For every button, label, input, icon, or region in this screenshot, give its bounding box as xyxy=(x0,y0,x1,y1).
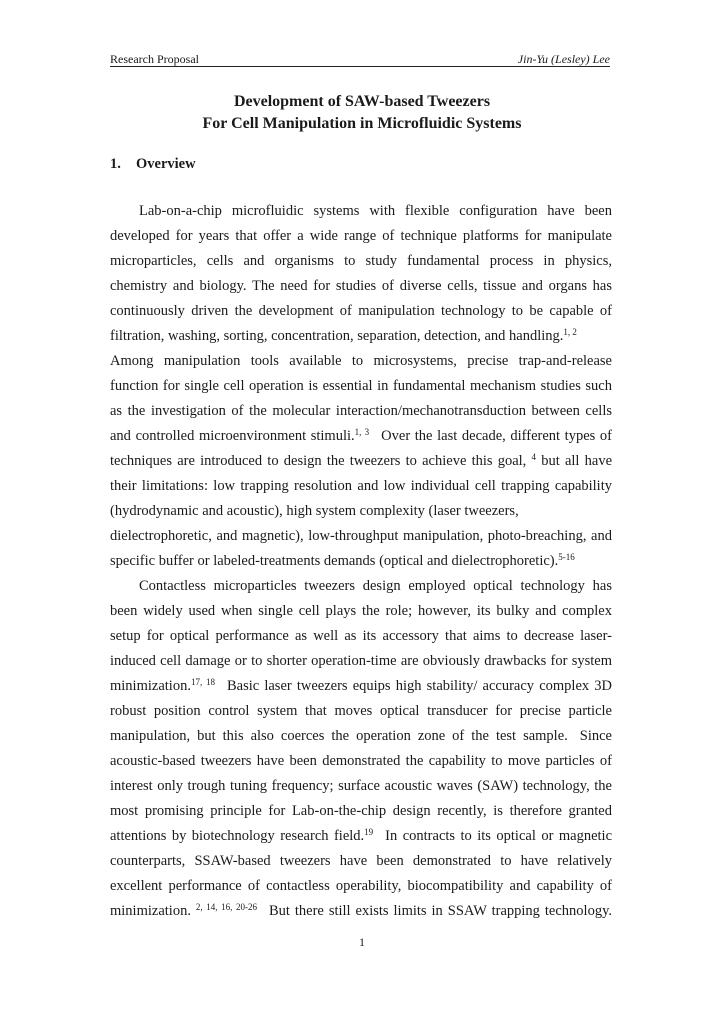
text-run: Basic laser tweezers equips high stability/ accuracy complex 3D xyxy=(226,678,612,694)
header-author: Jin-Yu (Lesley) Lee xyxy=(517,52,610,66)
citation: 5-16 xyxy=(558,552,575,562)
page-number: 1 xyxy=(359,935,365,949)
title-line-2: For Cell Manipulation in Microfluidic Systems xyxy=(202,115,522,132)
text-line: their limitations: low trapping resolution and low individual cell trapping capability xyxy=(110,478,612,494)
text-line xyxy=(110,676,612,696)
text-run: But there still exists limits in SSAW trapping technology. xyxy=(268,903,613,919)
text-line: setup for optical performance as well as its accessory that aims to decrease laser- xyxy=(110,628,612,644)
title-line-1: Development of SAW-based Tweezers xyxy=(233,93,491,110)
text-line xyxy=(110,726,612,746)
text-run: specific buffer or labeled-treatments demands (optical and dielectrophoretic). xyxy=(110,553,559,569)
citation: 2, 14, 16, 20-26 xyxy=(195,902,257,912)
text-line: as the investigation of the molecular interaction/mechanotransduction between cells xyxy=(110,403,612,419)
header-left: Research Proposal xyxy=(110,52,199,66)
text-run: Since xyxy=(579,728,612,744)
text-line xyxy=(110,326,577,346)
text-line: Contactless microparticles tweezers design employed optical technology has xyxy=(139,578,612,594)
citation: 1, 2 xyxy=(563,327,577,337)
running-header xyxy=(110,48,610,67)
citation: 19 xyxy=(364,827,374,837)
text-run: minimization. xyxy=(110,678,191,694)
text-line: acoustic-based tweezers have been demonstrated the capability to move particles of xyxy=(110,753,612,769)
text-line: (hydrodynamic and acoustic), high system complexity (laser tweezers, xyxy=(110,503,519,519)
text-line: interest only trough tuning frequency; surface acoustic waves (SAW) technology, the xyxy=(110,778,612,794)
text-run: manipulation, but this also coerces the operation zone of the test sample. xyxy=(110,728,568,744)
text-line: microparticles, cells and organisms to study fundamental process in physics, xyxy=(110,253,612,269)
text-line xyxy=(110,451,612,471)
text-run: techniques are introduced to design the tweezers to achieve this goal, xyxy=(110,453,527,469)
citation: 1, 3 xyxy=(354,427,370,437)
text-line xyxy=(110,551,575,571)
citation: 17, 18 xyxy=(190,677,215,687)
text-line xyxy=(110,826,612,846)
text-line xyxy=(110,901,612,921)
text-run: filtration, washing, sorting, concentration, separation, detection, and handling. xyxy=(110,328,564,344)
text-line: Lab-on-a-chip microfluidic systems with flexible configuration have been xyxy=(139,203,612,219)
text-line: induced cell damage or to shorter operation-time are obviously drawbacks for system xyxy=(110,653,612,669)
text-line: excellent performance of contactless operability, biocompatibility and capability of xyxy=(110,878,612,894)
text-line: robust position control system that moves optical transducer for precise particle xyxy=(110,703,612,719)
text-line: counterparts, SSAW-based tweezers have been demonstrated to have relatively xyxy=(110,853,612,869)
citation: 4 xyxy=(531,452,537,462)
text-run: and controlled microenvironment stimuli. xyxy=(110,428,355,444)
text-run: minimization. xyxy=(110,903,191,919)
section-title: Overview xyxy=(136,156,196,172)
text-line: dielectrophoretic, and magnetic), low-throughput manipulation, photo-breaching, and xyxy=(110,528,612,544)
text-run: Over the last decade, different types of xyxy=(381,428,612,444)
text-run: attentions by biotechnology research field. xyxy=(110,828,365,844)
text-line: Among manipulation tools available to microsystems, precise trap-and-release xyxy=(110,353,612,369)
text-line xyxy=(110,426,612,446)
text-run: but all have xyxy=(541,453,613,469)
text-line: been widely used when single cell plays the role; however, its bulky and complex xyxy=(110,603,612,619)
section-heading xyxy=(110,156,196,173)
text-line: most promising principle for Lab-on-the-chip design recently, is therefore granted xyxy=(110,803,612,819)
text-line: function for single cell operation is essential in fundamental mechanism studies such xyxy=(110,378,612,394)
text-line: chemistry and biology. The need for studies of diverse cells, tissue and organs has xyxy=(110,278,612,294)
text-line: continuously driven the development of manipulation technology to be capable of xyxy=(110,303,612,319)
text-run: In contracts to its optical or magnetic xyxy=(385,828,613,844)
text-line: developed for years that offer a wide range of technique platforms for manipulate xyxy=(110,228,612,244)
section-number: 1. xyxy=(110,156,121,172)
